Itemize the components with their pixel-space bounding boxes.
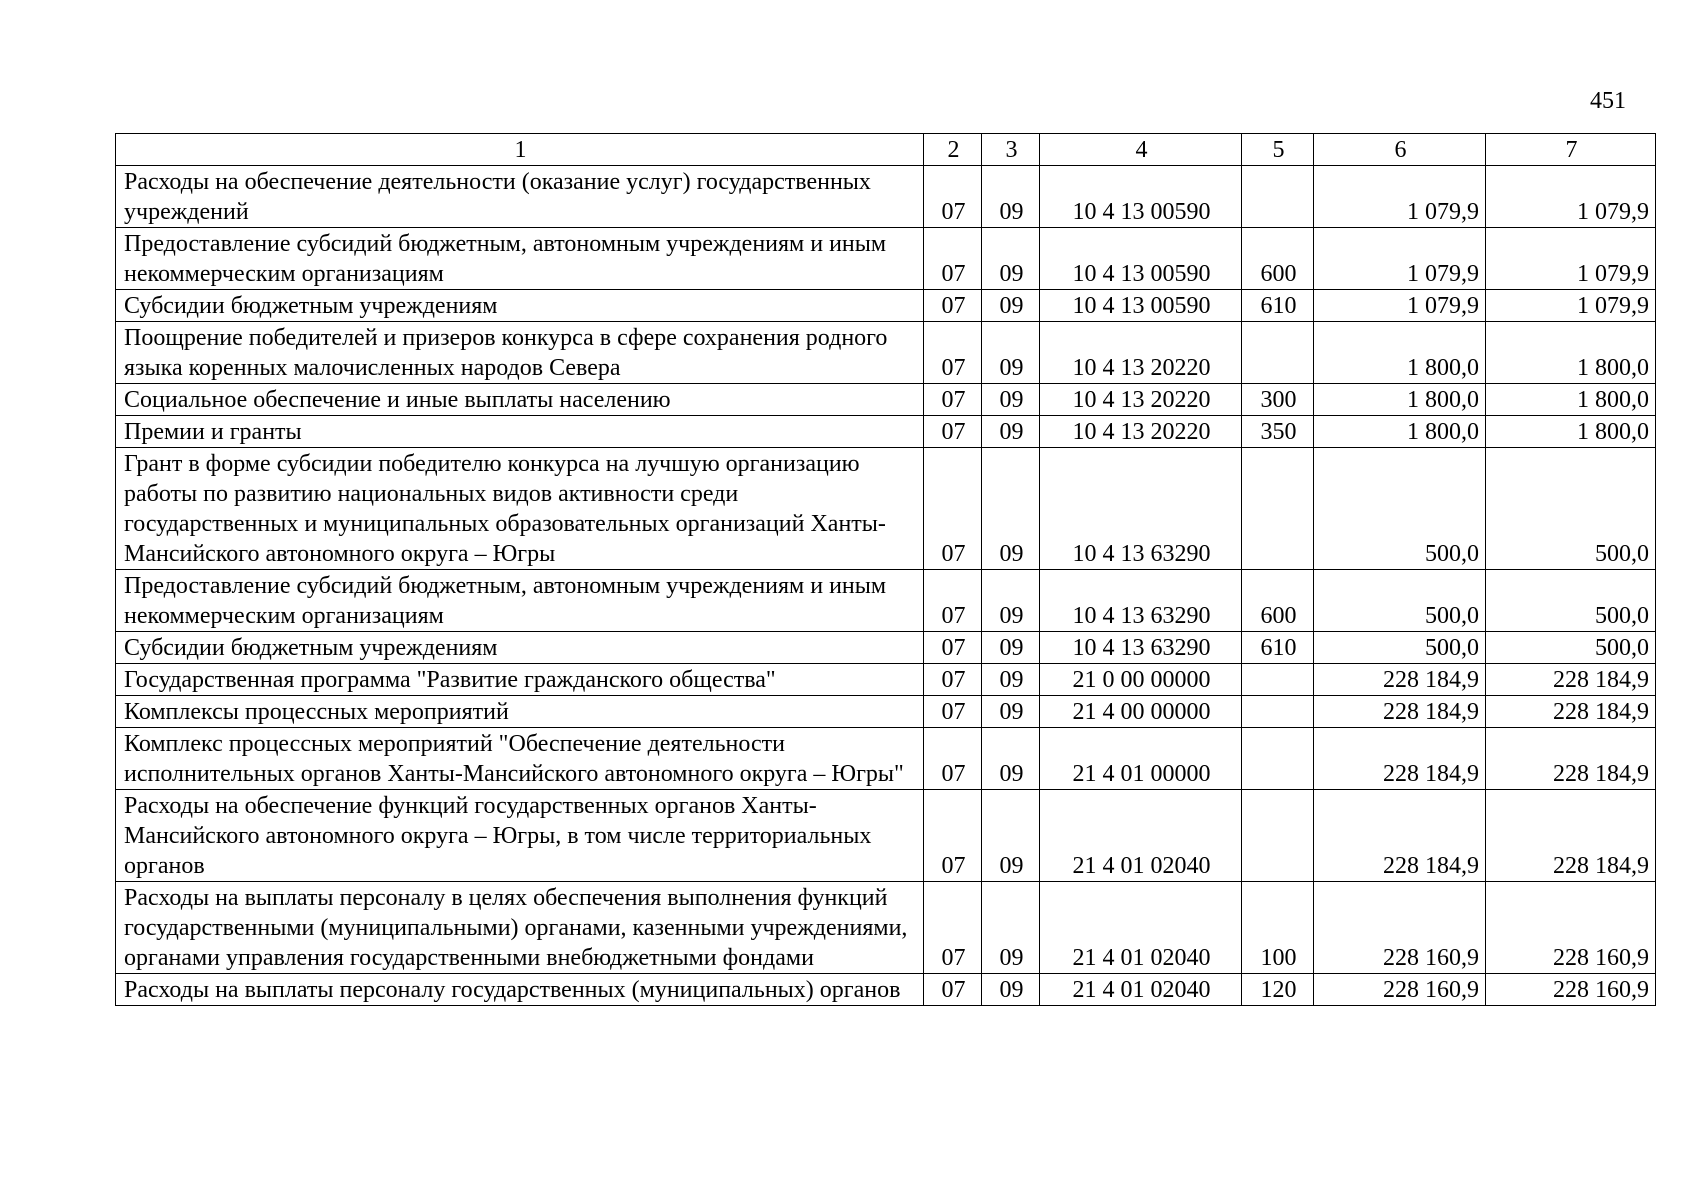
subsection-code-cell: 09 [982,664,1040,696]
expense-type-cell [1242,166,1314,228]
target-article-cell: 10 4 13 00590 [1040,228,1242,290]
expense-type-cell [1242,448,1314,570]
expenditure-name-cell: Субсидии бюджетным учреждениям [116,290,924,322]
amount-column-6-cell: 228 184,9 [1314,664,1486,696]
expenditure-name-cell: Расходы на выплаты персоналу в целях обеспечения выполнения функций государственными (муниципальными) органами, казенными учреждениями, органами управления государственными внебюджетными фондами [116,882,924,974]
column-header-4: 4 [1040,134,1242,166]
amount-column-6-cell: 1 800,0 [1314,416,1486,448]
target-article-cell: 21 4 01 02040 [1040,790,1242,882]
table-row [116,166,1656,228]
target-article-cell: 10 4 13 20220 [1040,384,1242,416]
table-row [116,384,1656,416]
section-code-cell: 07 [924,166,982,228]
expenditure-name-cell: Предоставление субсидий бюджетным, автономным учреждениям и иным некоммерческим организациям [116,570,924,632]
target-article-cell: 10 4 13 00590 [1040,290,1242,322]
table-row [116,322,1656,384]
column-header-2: 2 [924,134,982,166]
table-row [116,728,1656,790]
amount-column-7-cell: 1 079,9 [1486,166,1656,228]
expense-type-cell [1242,322,1314,384]
amount-column-6-cell: 1 800,0 [1314,322,1486,384]
section-code-cell: 07 [924,632,982,664]
amount-column-7-cell: 1 800,0 [1486,416,1656,448]
section-code-cell: 07 [924,384,982,416]
subsection-code-cell: 09 [982,384,1040,416]
amount-column-7-cell: 228 184,9 [1486,790,1656,882]
amount-column-7-cell: 500,0 [1486,570,1656,632]
expense-type-cell [1242,664,1314,696]
section-code-cell: 07 [924,322,982,384]
expenditure-name-cell: Комплекс процессных мероприятий "Обеспечение деятельности исполнительных органов Ханты-Мансийского автономного округа – Югры" [116,728,924,790]
subsection-code-cell: 09 [982,696,1040,728]
table-row [116,790,1656,882]
amount-column-7-cell: 1 800,0 [1486,322,1656,384]
subsection-code-cell: 09 [982,290,1040,322]
amount-column-7-cell: 500,0 [1486,448,1656,570]
target-article-cell: 21 4 01 02040 [1040,882,1242,974]
target-article-cell: 10 4 13 63290 [1040,570,1242,632]
expense-type-cell [1242,790,1314,882]
expense-type-cell [1242,696,1314,728]
amount-column-6-cell: 1 800,0 [1314,384,1486,416]
amount-column-7-cell: 1 079,9 [1486,290,1656,322]
expenditure-name-cell: Государственная программа "Развитие гражданского общества" [116,664,924,696]
amount-column-7-cell: 500,0 [1486,632,1656,664]
section-code-cell: 07 [924,416,982,448]
expenditure-name-cell: Социальное обеспечение и иные выплаты населению [116,384,924,416]
section-code-cell: 07 [924,882,982,974]
amount-column-7-cell: 228 160,9 [1486,882,1656,974]
amount-column-6-cell: 1 079,9 [1314,290,1486,322]
target-article-cell: 10 4 13 00590 [1040,166,1242,228]
expenditure-name-cell: Премии и гранты [116,416,924,448]
expense-type-cell: 610 [1242,290,1314,322]
section-code-cell: 07 [924,664,982,696]
amount-column-6-cell: 228 184,9 [1314,790,1486,882]
expenditure-name-cell: Расходы на обеспечение функций государственных органов Ханты-Мансийского автономного округа – Югры, в том числе территориальных органов [116,790,924,882]
section-code-cell: 07 [924,570,982,632]
column-header-3: 3 [982,134,1040,166]
subsection-code-cell: 09 [982,728,1040,790]
amount-column-7-cell: 228 184,9 [1486,728,1656,790]
target-article-cell: 10 4 13 63290 [1040,448,1242,570]
expense-type-cell: 120 [1242,974,1314,1006]
expense-type-cell: 300 [1242,384,1314,416]
subsection-code-cell: 09 [982,228,1040,290]
expenditure-name-cell: Предоставление субсидий бюджетным, автономным учреждениям и иным некоммерческим организациям [116,228,924,290]
amount-column-6-cell: 228 160,9 [1314,974,1486,1006]
target-article-cell: 10 4 13 20220 [1040,322,1242,384]
table-row [116,974,1656,1006]
subsection-code-cell: 09 [982,448,1040,570]
amount-column-7-cell: 1 079,9 [1486,228,1656,290]
section-code-cell: 07 [924,448,982,570]
column-header-5: 5 [1242,134,1314,166]
expense-type-cell: 350 [1242,416,1314,448]
table-row [116,882,1656,974]
target-article-cell: 21 4 01 00000 [1040,728,1242,790]
subsection-code-cell: 09 [982,882,1040,974]
table-row [116,696,1656,728]
amount-column-7-cell: 1 800,0 [1486,384,1656,416]
target-article-cell: 21 4 01 02040 [1040,974,1242,1006]
subsection-code-cell: 09 [982,790,1040,882]
subsection-code-cell: 09 [982,570,1040,632]
section-code-cell: 07 [924,228,982,290]
subsection-code-cell: 09 [982,166,1040,228]
amount-column-6-cell: 1 079,9 [1314,228,1486,290]
table-row [116,664,1656,696]
amount-column-6-cell: 228 184,9 [1314,696,1486,728]
amount-column-6-cell: 500,0 [1314,632,1486,664]
expenditure-name-cell: Субсидии бюджетным учреждениям [116,632,924,664]
subsection-code-cell: 09 [982,416,1040,448]
expense-type-cell: 600 [1242,228,1314,290]
section-code-cell: 07 [924,728,982,790]
table-row [116,416,1656,448]
amount-column-7-cell: 228 160,9 [1486,974,1656,1006]
table-row [116,570,1656,632]
table-row [116,448,1656,570]
table-row [116,290,1656,322]
target-article-cell: 21 4 00 00000 [1040,696,1242,728]
amount-column-7-cell: 228 184,9 [1486,696,1656,728]
subsection-code-cell: 09 [982,322,1040,384]
subsection-code-cell: 09 [982,974,1040,1006]
amount-column-6-cell: 1 079,9 [1314,166,1486,228]
expenditure-name-cell: Грант в форме субсидии победителю конкурса на лучшую организацию работы по развитию национальных видов активности среди государственных и муниципальных образовательных организаций Ханты-Мансийского автономного округа – Югры [116,448,924,570]
subsection-code-cell: 09 [982,632,1040,664]
expenditure-name-cell: Комплексы процессных мероприятий [116,696,924,728]
column-header-7: 7 [1486,134,1656,166]
section-code-cell: 07 [924,696,982,728]
table-row [116,632,1656,664]
column-header-6: 6 [1314,134,1486,166]
budget-table [115,133,1656,1006]
expense-type-cell: 100 [1242,882,1314,974]
amount-column-7-cell: 228 184,9 [1486,664,1656,696]
amount-column-6-cell: 500,0 [1314,448,1486,570]
amount-column-6-cell: 500,0 [1314,570,1486,632]
amount-column-6-cell: 228 160,9 [1314,882,1486,974]
section-code-cell: 07 [924,974,982,1006]
target-article-cell: 10 4 13 63290 [1040,632,1242,664]
expense-type-cell [1242,728,1314,790]
page-number: 451 [1590,88,1626,114]
target-article-cell: 10 4 13 20220 [1040,416,1242,448]
column-header-1: 1 [116,134,924,166]
amount-column-6-cell: 228 184,9 [1314,728,1486,790]
table-header-row [116,134,1656,166]
expense-type-cell: 610 [1242,632,1314,664]
table-row [116,228,1656,290]
section-code-cell: 07 [924,290,982,322]
expenditure-name-cell: Поощрение победителей и призеров конкурса в сфере сохранения родного языка коренных малочисленных народов Севера [116,322,924,384]
target-article-cell: 21 0 00 00000 [1040,664,1242,696]
expenditure-name-cell: Расходы на обеспечение деятельности (оказание услуг) государственных учреждений [116,166,924,228]
expenditure-name-cell: Расходы на выплаты персоналу государственных (муниципальных) органов [116,974,924,1006]
section-code-cell: 07 [924,790,982,882]
expense-type-cell: 600 [1242,570,1314,632]
